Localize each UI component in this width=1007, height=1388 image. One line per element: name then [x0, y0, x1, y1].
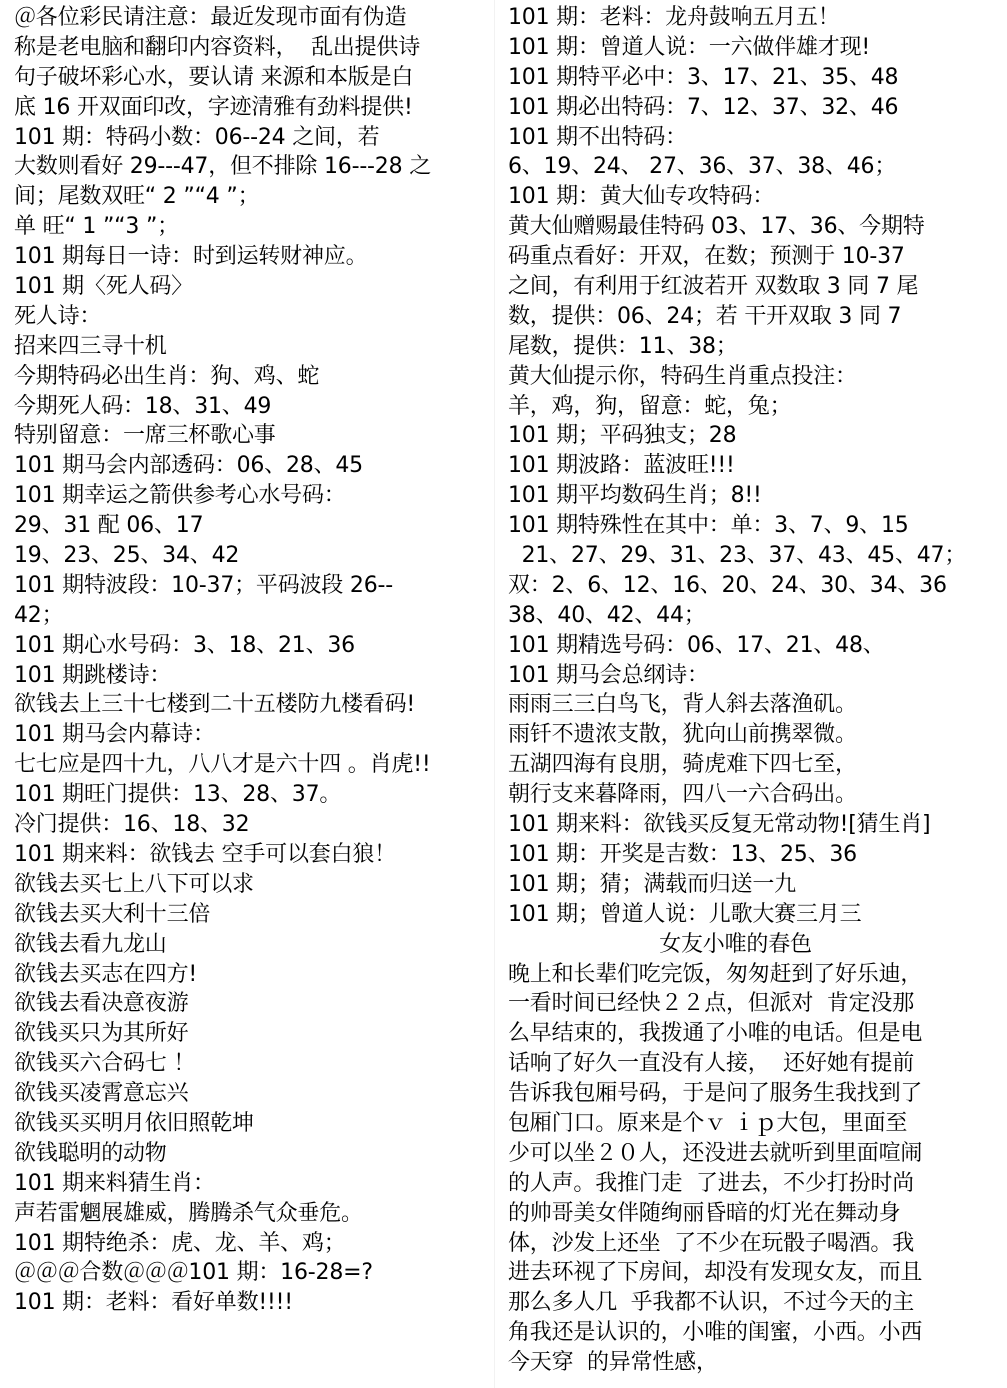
text-line: 101 期来料猜生肖：	[14, 1170, 215, 1196]
text-line: 欲钱去上三十七楼到二十五楼防九楼看码!	[14, 692, 416, 718]
text-line: 101 期：开奖是吉数：13、25、36	[508, 841, 857, 867]
text-line: 告诉我包厢号码，于是问了服务生我找到了	[508, 1081, 923, 1107]
text-line: 101 期马会内部透码：06、28、45	[14, 453, 363, 479]
text-line: 五湖四海有良朋，骑虎难下四七至，	[508, 752, 857, 778]
text-line: 欲钱买凌霄意忘兴	[14, 1081, 189, 1107]
text-line: 101 期：黄大仙专攻特码：	[508, 184, 775, 210]
text-line: 38、40、42、44；	[508, 602, 706, 628]
text-line: 101 期：老料：龙舟鼓响五月五！	[508, 5, 840, 30]
text-line: 21、27、29、31、23、37、43、45、47；	[508, 543, 967, 569]
text-line: 死人诗：	[14, 303, 102, 329]
text-line: ＠各位彩民请注意：最近发现市面有伪造	[14, 5, 407, 30]
text-line: 角我还是认识的，小唯的闺蜜，小西。小西	[508, 1320, 923, 1346]
text-line: 体，沙发上还坐 了不少在玩骰子喝酒。我	[508, 1230, 914, 1256]
text-line: 少可以坐２０人，还没进去就听到里面喧闹	[508, 1140, 923, 1166]
text-line: 今天穿 的异常性感，	[508, 1350, 718, 1376]
text-line: 一看时间已经快２２点，但派对 肯定没那	[508, 991, 914, 1017]
text-line: 101 期马会内幕诗：	[14, 722, 215, 748]
text-line: 101 期特平必中：3、17、21、35、48	[508, 64, 899, 90]
text-line: 称是老电脑和翻印内容资料， 乱出提供诗	[14, 34, 420, 60]
text-line: 包厢门口。原来是个ｖ ｉｐ大包，里面至	[508, 1110, 908, 1136]
text-line: 101 期不出特码：	[508, 124, 687, 150]
text-line: 101 期来料：欲钱去 空手可以套白狼！	[14, 841, 396, 867]
text-line: 欲钱去买七上八下可以求	[14, 871, 254, 897]
text-line: 101 期特殊性在其中：单：3、7、9、15	[508, 513, 909, 539]
text-line: 朝行支来暮降雨，四八一六合码出。	[508, 782, 857, 808]
text-line: 101 期马会总纲诗：	[508, 662, 709, 688]
text-line: 话响了好久一直没有人接， 还好她有提前	[508, 1051, 914, 1077]
text-line: 101 期幸运之箭供参考心水号码：	[14, 483, 346, 509]
text-line: 29、31 配 06、17	[14, 513, 204, 539]
text-line: 特别留意：一席三杯歌心事	[14, 423, 276, 449]
text-line: 欲钱聪明的动物	[14, 1140, 167, 1166]
text-line: 欲钱去看决意夜游	[14, 991, 189, 1017]
column-divider	[494, 0, 495, 1388]
text-line: 今期死人码：18、31、49	[14, 393, 272, 419]
text-line: 单 旺“ 1 ”“3 ”；	[14, 214, 179, 240]
text-line: 羊，鸡，狗，留意：蛇，兔；	[508, 393, 792, 419]
text-line: 101 期：曾道人说：一六做伴雄才现!	[508, 34, 871, 60]
text-line: 欲钱去看九龙山	[14, 931, 167, 957]
text-line: 尾数，提供：11、38；	[508, 333, 738, 359]
text-line: ＠＠＠合数＠＠＠101 期：16-28=?	[14, 1260, 373, 1286]
text-line: 101 期；曾道人说：儿歌大赛三月三	[508, 901, 862, 927]
text-line: 那么多人几 乎我都不认识，不过今天的主	[508, 1290, 914, 1316]
text-line: 声若雷魍展雄威，腾腾杀气众垂危。	[14, 1200, 363, 1226]
text-line: 么早结束的，我拨通了小唯的电话。但是电	[508, 1021, 923, 1047]
text-line: 101 期心水号码：3、18、21、36	[14, 632, 355, 658]
text-line: 大数则看好 29---47，但不排除 16---28 之	[14, 154, 431, 180]
text-line: 6、19、24、 27、36、37、38、46；	[508, 154, 897, 180]
text-line: 101 期；平码独支；28	[508, 423, 737, 449]
text-line: 欲钱买六合码七 ！	[14, 1051, 196, 1077]
text-line: 101 期来料：欲钱买反复无常动物![猜生肖]	[508, 812, 931, 838]
text-line: 42；	[14, 602, 64, 628]
text-line: 欲钱去买志在四方!	[14, 961, 198, 987]
text-line: 数，提供：06、24；若 干开双取 3 同 7	[508, 303, 902, 329]
text-line: 101 期精选号码：06、17、21、48、	[508, 632, 885, 658]
right-column	[508, 3, 1003, 1388]
left-column	[14, 3, 484, 1388]
text-line: 今期特码必出生肖：狗、鸡、蛇	[14, 363, 320, 389]
text-line: 101 期跳楼诗：	[14, 662, 172, 688]
text-line: 欲钱买只为其所好	[14, 1021, 189, 1047]
text-line: 101 期〈死人码〉	[14, 274, 193, 300]
text-line: 101 期每日一诗：时到运转财神应。	[14, 244, 368, 270]
text-line: 的帅哥美女伴随绚丽昏暗的灯光在舞动身	[508, 1200, 901, 1226]
text-line: 欲钱买买明月依旧照乾坤	[14, 1110, 254, 1136]
text-line: 晚上和长辈们吃完饭，匆匆赶到了好乐迪，	[508, 961, 923, 987]
text-line: 七七应是四十九，八八才是六十四 。肖虎!!	[14, 752, 431, 778]
text-line: 101 期特波段：10-37；平码波段 26--	[14, 572, 393, 598]
text-line: 101 期平均数码生肖；8!!	[508, 483, 762, 509]
text-line: 句子破坏彩心水，要认请 来源和本版是白	[14, 64, 414, 90]
text-line: 19、23、25、34、42	[14, 543, 240, 569]
text-line: 招来四三寻十机	[14, 333, 167, 359]
text-line: 黄大仙赠赐最佳特码 03、17、36、今期特	[508, 214, 925, 240]
text-line: 的人声。我推门走 了进去，不少打扮时尚	[508, 1170, 914, 1196]
text-line: 101 期：特码小数：06--24 之间，若	[14, 124, 380, 150]
text-line: 之间，有利用于红波若开 双数取 3 同 7 尾	[508, 274, 919, 300]
text-line: 底 16 开双面印改，字迹清雅有劲料提供!	[14, 94, 413, 120]
text-line: 间；尾数双旺“ 2 ”“4 ”；	[14, 184, 260, 210]
text-line: 101 期旺门提供：13、28、37。	[14, 782, 342, 808]
text-line: 雨雨三三白鸟飞，背人斜去落渔矶。	[508, 692, 857, 718]
text-line: 码重点看好：开双，在数；预测于 10-37	[508, 244, 905, 270]
text-line: 101 期特绝杀：虎、龙、羊、鸡；	[14, 1230, 346, 1256]
text-line: 101 期：老料：看好单数!!!!	[14, 1290, 293, 1316]
text-line: 101 期波路：蓝波旺!!!	[508, 453, 735, 479]
text-line: 101 期；猜；满载而归送一九	[508, 871, 796, 897]
text-line: 双：2、6、12、16、20、24、30、34、36	[508, 572, 947, 598]
text-line: 黄大仙提示你，特码生肖重点投注：	[508, 363, 857, 389]
story-title: 女友小唯的春色	[659, 931, 812, 957]
text-line: 101 期必出特码：7、12、37、32、46	[508, 94, 899, 120]
text-line: 欲钱去买大利十三倍	[14, 901, 211, 927]
text-line: 进去环视了下房间，却没有发现女友，而且	[508, 1260, 923, 1286]
text-line: 雨钎不遗浓支散，犹向山前携翠微。	[508, 722, 857, 748]
text-line: 冷门提供：16、18、32	[14, 812, 250, 838]
